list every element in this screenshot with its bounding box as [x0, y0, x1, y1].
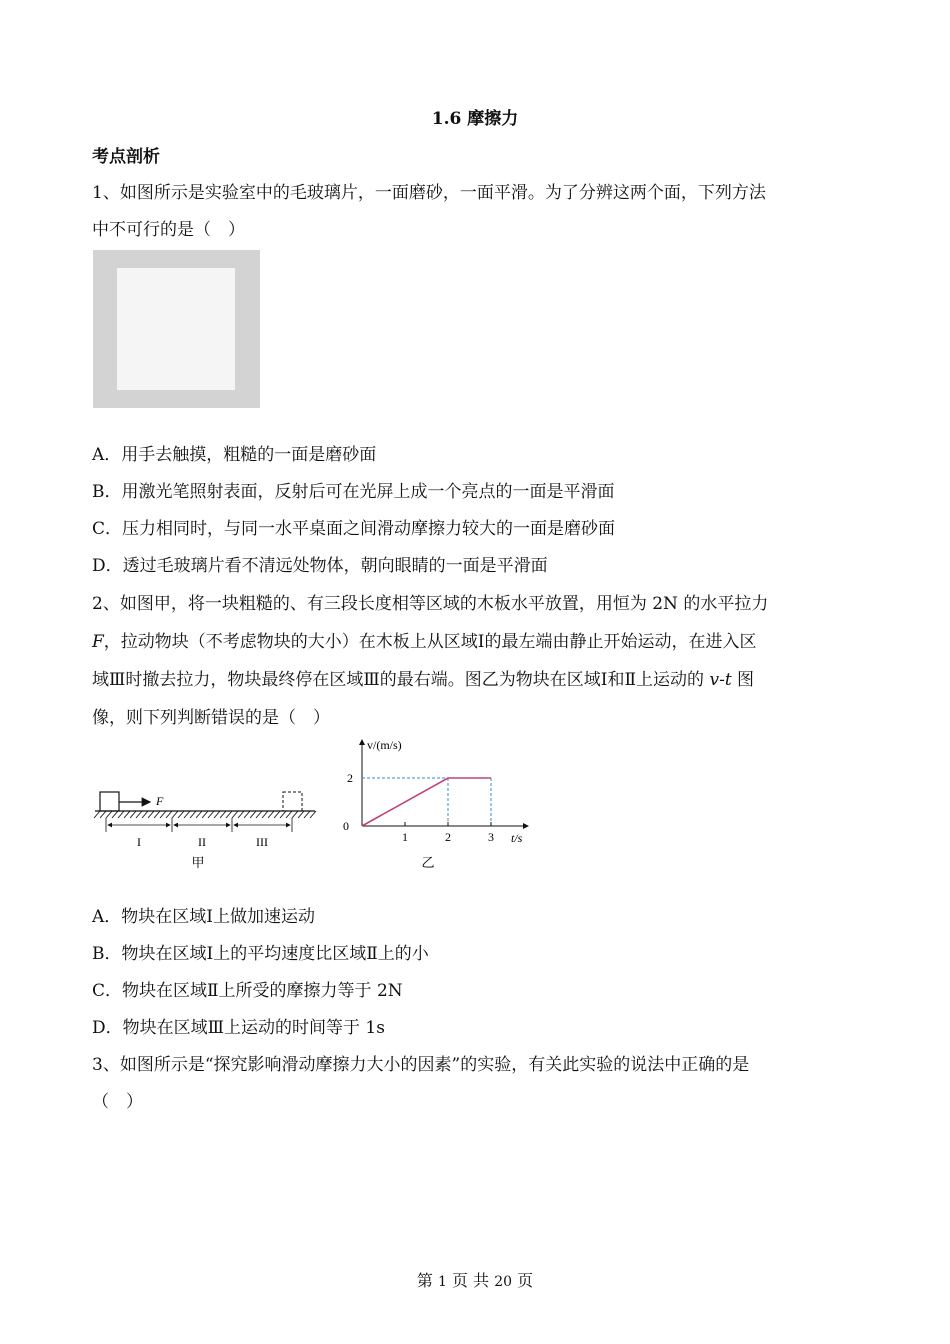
page-total: 20: [494, 1274, 513, 1290]
hatch-line: [208, 811, 214, 818]
origin-label: 0: [343, 819, 349, 833]
hatch-line: [196, 811, 202, 818]
q1-option-d: D．透过毛玻璃片看不清远处物体，朝向眼睛的一面是平滑面: [92, 556, 548, 576]
frosted-glass-center: [117, 268, 235, 390]
hatch-line: [154, 811, 160, 818]
force-label: F: [156, 794, 164, 808]
hatch-line: [184, 811, 190, 818]
hatch-line: [160, 811, 166, 818]
q3-stem-line1: 3、如图所示是“探究影响滑动摩擦力大小的因素”的实验，有关此实验的说法中正确的是: [92, 1055, 750, 1075]
hatch-line: [310, 811, 316, 818]
page-footer: 第 1 页 共 20 页: [416, 1271, 534, 1290]
block: [100, 792, 119, 811]
hatch-line: [112, 811, 118, 818]
hatch-line: [232, 811, 238, 818]
q2-option-d: D．物块在区域Ⅲ上运动的时间等于 1s: [92, 1018, 385, 1038]
hatch-line: [292, 811, 298, 818]
q2-stem-line2: F，拉动物块（不考虑物块的大小）在木板上从区域Ⅰ的最左端由静止开始运动，在进入区: [92, 632, 757, 652]
q1-option-a: A．用手去触摸，粗糙的一面是磨砂面: [92, 445, 377, 465]
caption-jia: 甲: [191, 856, 205, 871]
hatch-line: [304, 811, 310, 818]
force-symbol: F: [92, 632, 104, 652]
velocity-line: [362, 778, 491, 826]
q1-option-b: B．用激光笔照射表面，反射后可在光屏上成一个亮点的一面是平滑面: [92, 482, 615, 502]
q2-option-a: A．物块在区域Ⅰ上做加速运动: [92, 907, 315, 927]
q2-stem-line3: 域Ⅲ时撤去拉力，物块最终停在区域Ⅲ的最右端。图乙为物块在区域Ⅰ和Ⅱ上运动的 v-t 图: [92, 670, 755, 690]
region-3-label: III: [256, 835, 268, 849]
hatch-line: [274, 811, 280, 818]
caption-yi: 乙: [421, 856, 435, 871]
y-axis-label: v/(m/s): [367, 738, 402, 752]
x-axis-label: t/s: [511, 831, 523, 845]
q1-stem-line1: 1、如图所示是实验室中的毛玻璃片，一面磨砂，一面平滑。为了分辨这两个面，下列方法: [92, 183, 766, 203]
q2-stem-line4: 像，则下列判断错误的是（ ）: [92, 708, 330, 728]
hatch-line: [220, 811, 226, 818]
hatch-line: [256, 811, 262, 818]
page-number: 1: [437, 1274, 447, 1290]
q2-stem-line1: 2、如图甲，将一块粗糙的、有三段长度相等区域的木板水平放置，用恒为 2N 的水平拉力: [92, 594, 769, 614]
hatch-line: [298, 811, 304, 818]
hatch-line: [172, 811, 178, 818]
region-2-label: II: [198, 835, 206, 849]
final-block-position: [283, 792, 302, 811]
hatch-line: [178, 811, 184, 818]
hatch-line: [166, 811, 172, 818]
q2-option-b: B．物块在区域Ⅰ上的平均速度比区域Ⅱ上的小: [92, 944, 429, 964]
section-heading: 考点剖析: [92, 147, 160, 167]
x-tick-label: 3: [488, 830, 494, 844]
board-hatching: [94, 811, 316, 818]
hatch-line: [136, 811, 142, 818]
hatch-line: [268, 811, 274, 818]
hatch-line: [148, 811, 154, 818]
q1-stem-line2: 中不可行的是（ ）: [92, 220, 245, 240]
hatch-line: [202, 811, 208, 818]
hatch-line: [250, 811, 256, 818]
hatch-line: [262, 811, 268, 818]
hatch-line: [280, 811, 286, 818]
vt-graph: [343, 738, 528, 871]
hatch-line: [118, 811, 124, 818]
q3-stem-line2: （ ）: [92, 1092, 143, 1112]
hatch-line: [244, 811, 250, 818]
board-diagram: [94, 792, 316, 871]
hatch-line: [106, 811, 112, 818]
x-tick-label: 2: [445, 830, 451, 844]
hatch-line: [238, 811, 244, 818]
frosted-glass-figure: [93, 250, 260, 408]
hatch-line: [214, 811, 220, 818]
q2-figures: [90, 730, 550, 880]
y-tick-label: 2: [347, 771, 353, 785]
hatch-line: [286, 811, 292, 818]
vt-symbol: v-t: [709, 670, 732, 690]
q1-option-c: C．压力相同时，与同一水平桌面之间滑动摩擦力较大的一面是磨砂面: [92, 519, 616, 539]
region-1-label: I: [137, 835, 141, 849]
hatch-line: [100, 811, 106, 818]
hatch-line: [142, 811, 148, 818]
page-title: 1.6 摩擦力: [431, 109, 519, 129]
x-tick-label: 1: [402, 830, 408, 844]
hatch-line: [94, 811, 100, 818]
hatch-line: [226, 811, 232, 818]
q2-option-c: C．物块在区域Ⅱ上所受的摩擦力等于 2N: [92, 981, 403, 1001]
hatch-line: [190, 811, 196, 818]
hatch-line: [124, 811, 130, 818]
hatch-line: [130, 811, 136, 818]
